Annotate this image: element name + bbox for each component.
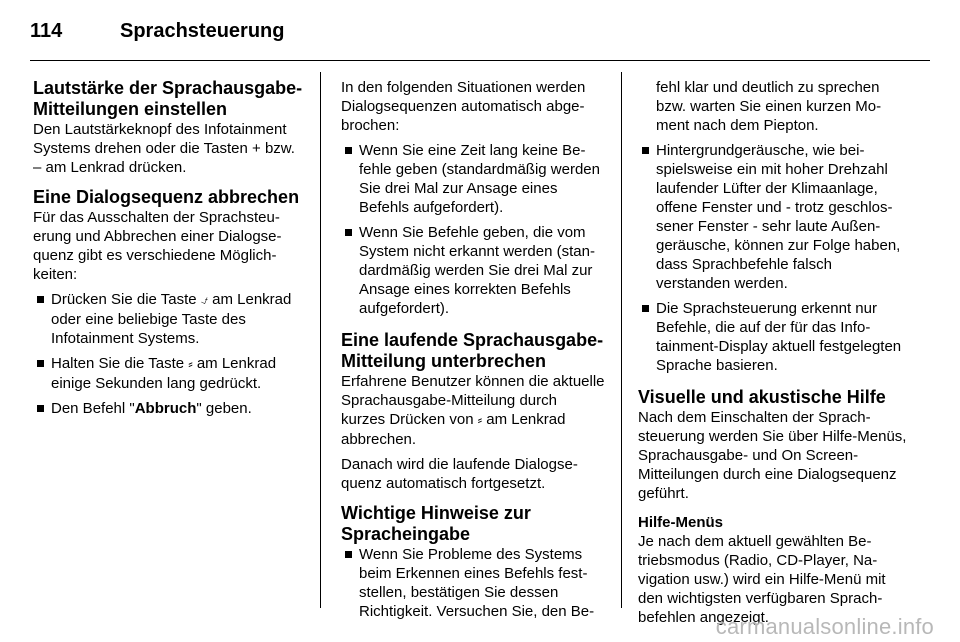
section-text-volume: Den Lautstärkeknopf des Infotainment Systems drehen oder die Tasten + bzw. – am Lenkrad drücken.	[33, 121, 295, 176]
section-heading-abort-dialog: Eine Dialogsequenz abbrechen	[33, 187, 300, 207]
list-item: Drücken Sie die Taste ⍻ am Lenkrad oder eine beliebige Taste des Infotainment Systems.	[33, 290, 305, 348]
bullet-icon	[345, 229, 352, 236]
bullet-icon	[642, 305, 649, 312]
section-text-continue: Danach wird die laufende Dialogsequenz automatisch fortgesetzt.	[341, 456, 578, 492]
list-item: Halten Sie die Taste ⸗ am Lenkrad einige Sekunden lang gedrückt.	[33, 354, 305, 393]
column-3	[638, 78, 908, 627]
abort-options-list	[33, 290, 305, 418]
subheading-help-menus: Hilfe-Menüs	[638, 514, 724, 531]
voice-button-icon: ⸗	[188, 357, 193, 372]
header-rule	[30, 60, 930, 61]
list-item: Hintergrundgeräusche, wie beispielsweise ein mit hoher Drehzahl laufender Lüfter der Klimaanlage, offene Fenster und - trotz geschlossener Fenster - sehr laute Außengeräusche, können zur Folge haben, dass Sprachbefehle falsch verstanden werden.	[638, 141, 908, 293]
page-title: Sprachsteuerung	[120, 20, 285, 42]
section-text-interrupt: Erfahrene Benutzer können die aktuelle Sprachausgabe-Mitteilung durch kurzes Drücken von ⸗ am Lenkrad abbrechen.	[341, 373, 605, 448]
watermark: carmanualsonline.info	[715, 614, 934, 639]
bullet-icon	[37, 296, 44, 303]
voice-off-icon: ⍻	[200, 293, 208, 308]
hints-list	[341, 545, 605, 621]
section-heading-interrupt: Eine laufende Sprachausgabe-Mitteilung unterbrechen	[341, 330, 604, 371]
bullet-icon	[37, 405, 44, 412]
voice-button-icon: ⸗	[477, 413, 483, 428]
column-1	[33, 78, 305, 424]
section-heading-help: Visuelle und akustische Hilfe	[638, 387, 886, 407]
bullet-icon	[345, 147, 352, 154]
column-2	[341, 78, 605, 627]
list-item: Die Sprachsteuerung erkennt nur Befehle, die auf der für das Infotainment-Display aktuell festgelegten Sprache basieren.	[638, 299, 908, 375]
section-heading-volume: Lautstärke der Sprachausgabe-Mitteilungen einstellen	[33, 78, 303, 119]
hints-list-continued	[638, 78, 908, 375]
column-separator	[621, 72, 622, 608]
page-header	[30, 18, 284, 44]
page-number: 114	[30, 20, 63, 42]
list-item: Wenn Sie Befehle geben, die vom System nicht erkannt werden (standardmäßig werden Sie drei Mal zur Ansage eines korrekten Befehls aufgefordert).	[341, 223, 605, 318]
bullet-icon	[37, 360, 44, 367]
section-text-help: Nach dem Einschalten der Sprachsteuerung werden Sie über Hilfe-Menüs, Sprachausgabe- und On Screen-Mitteilungen durch eine Dialogsequenz geführt.	[638, 409, 907, 502]
bullet-icon	[345, 551, 352, 558]
command-keyword: Abbruch	[134, 400, 197, 417]
auto-abort-intro: In den folgenden Situationen werden Dialogsequenzen automatisch abgebrochen:	[341, 79, 586, 134]
list-item: Wenn Sie Probleme des Systems beim Erkennen eines Befehls feststellen, bestätigen Sie dessen Richtigkeit. Versuchen Sie, den Be-	[341, 545, 605, 621]
list-item-continued: fehl klar und deutlich zu sprechen bzw. warten Sie einen kurzen Moment nach dem Piepton.	[656, 79, 882, 134]
auto-abort-list	[341, 141, 605, 318]
subsection-text-help-menus: Je nach dem aktuell gewählten Betriebsmodus (Radio, CD-Player, Navigation usw.) wird ein Hilfe-Menü mit den wichtigsten verfügbaren Sprachbefehlen angezeigt.	[638, 533, 886, 626]
section-text-abort-dialog: Für das Ausschalten der Sprachsteuerung und Abbrechen einer Dialogsequenz gibt es verschiedene Möglichkeiten:	[33, 209, 282, 283]
column-separator	[320, 72, 321, 608]
list-item: Wenn Sie eine Zeit lang keine Befehle geben (standardmäßig werden Sie drei Mal zur Ansage eines Befehls aufgefordert).	[341, 141, 605, 217]
bullet-icon	[642, 147, 649, 154]
section-heading-hints: Wichtige Hinweise zur Spracheingabe	[341, 503, 531, 544]
list-item: Den Befehl "Abbruch" geben.	[33, 399, 305, 418]
